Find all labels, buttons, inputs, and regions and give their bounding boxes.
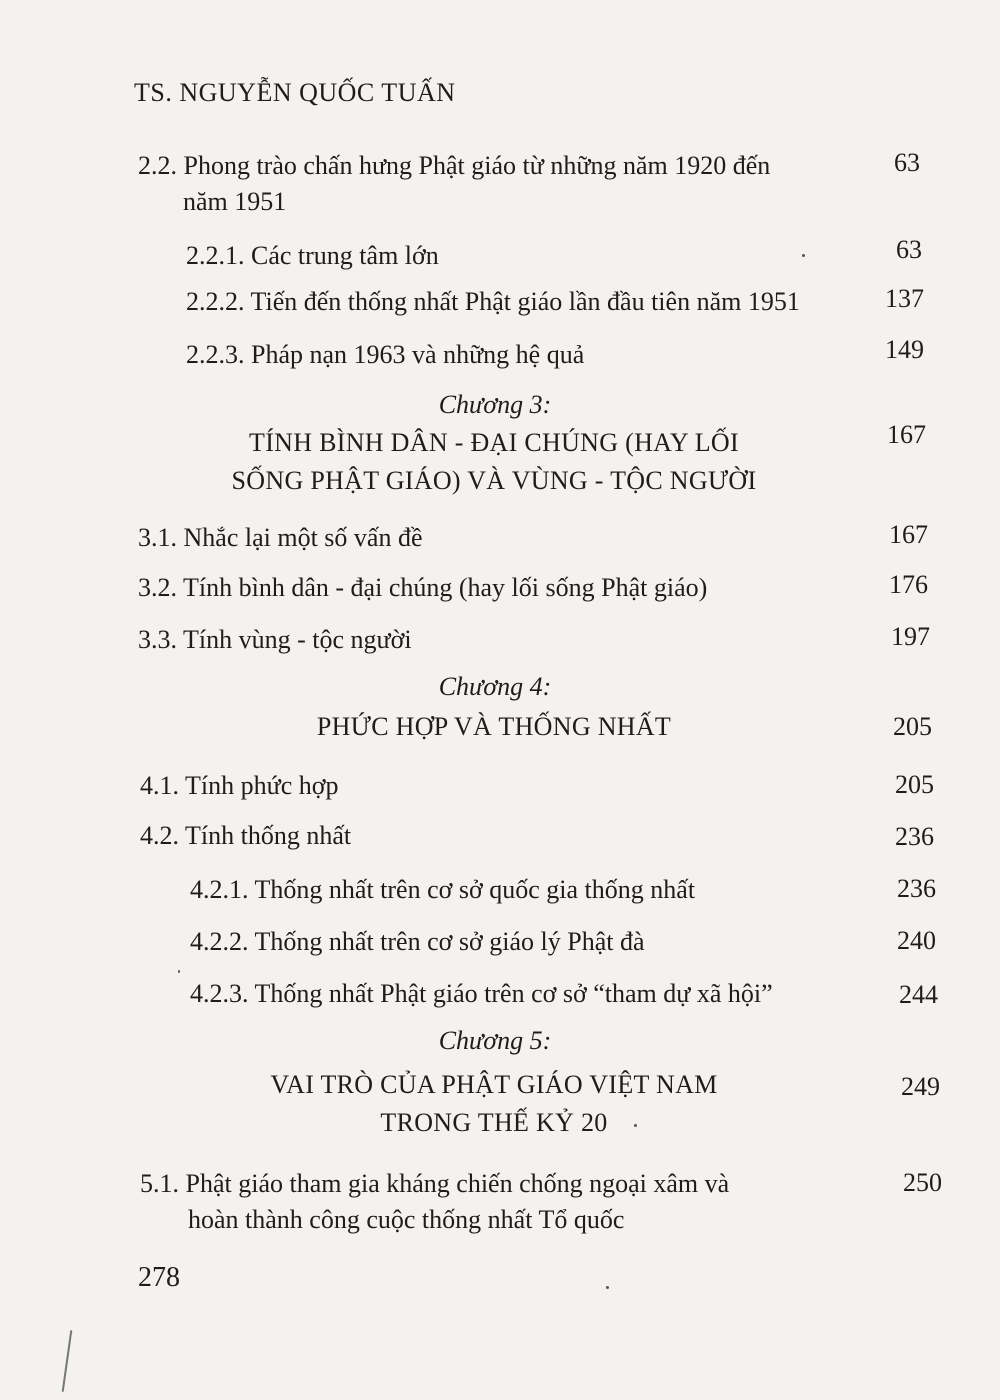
toc-entry-2-2 [138,148,858,220]
chapter-5-label: Chương 5: [438,1026,552,1055]
toc-page-number: 236 [895,822,934,851]
scan-speck [634,1124,637,1127]
toc-entry-label: 4.2.1. Thống nhất trên cơ sở quốc gia thống nhất [190,875,696,904]
toc-entry-label: 4.1. Tính phức hợp [140,771,339,800]
page-number: 278 [138,1262,180,1293]
chapter-5-title-line-2: TRONG THẾ KỶ 20 [380,1108,608,1137]
toc-entry-2-2-3 [186,337,786,373]
toc-entry-label: 3.3. Tính vùng - tộc người [138,625,412,654]
toc-page-number: 63 [894,148,920,177]
toc-entry-label: 3.2. Tính bình dân - đại chúng (hay lối sống Phật giáo) [138,573,708,602]
scan-speck [178,970,180,973]
toc-page-number: 244 [899,980,938,1009]
toc-entry-3-2 [138,570,838,606]
toc-entry-4-2 [140,818,740,854]
toc-entry-4-2-1 [190,872,850,908]
toc-entry-4-2-3 [190,976,870,1012]
toc-entry-label: 4.2. Tính thống nhất [140,821,352,850]
toc-entry-label-continued: hoàn thành công cuộc thống nhất Tổ quốc [188,1205,625,1234]
chapter-3-title-line-2: SỐNG PHẬT GIÁO) VÀ VÙNG - TỘC NGƯỜI [231,466,757,495]
toc-page-number: 197 [891,622,930,651]
chapter-3-label: Chương 3: [438,390,552,419]
toc-page-number: 176 [889,570,928,599]
toc-entry-label: 2.2.2. Tiến đến thống nhất Phật giáo lần đầu tiên năm 1951 [186,287,800,316]
running-header-author: TS. NGUYỄN QUỐC TUẤN [134,78,456,107]
toc-entry-4-2-2 [190,924,850,960]
chapter-4-label: Chương 4: [438,672,552,701]
toc-entry-label: 4.2.3. Thống nhất Phật giáo trên cơ sở “tham dự xã hội” [190,979,773,1008]
toc-entry-3-1 [138,520,738,556]
toc-page-number: 149 [885,335,924,364]
toc-entry-label: 2.2.3. Pháp nạn 1963 và những hệ quả [186,340,585,369]
toc-entry-label-continued: năm 1951 [183,187,287,216]
toc-page-number: 167 [887,420,926,449]
toc-page-number: 205 [893,712,932,741]
toc-page-number: 63 [896,235,922,264]
toc-entry-label: 5.1. Phật giáo tham gia kháng chiến chống ngoại xâm và [140,1169,730,1198]
chapter-5-title-line-1: VAI TRÒ CỦA PHẬT GIÁO VIỆT NAM [270,1070,718,1099]
toc-entry-label: 4.2.2. Thống nhất trên cơ sở giáo lý Phật đà [190,927,645,956]
toc-page-number: 205 [895,770,934,799]
scan-scratch [62,1330,73,1392]
toc-entry-label: 3.1. Nhắc lại một số vấn đề [138,523,423,552]
chapter-4-title: PHỨC HỢP VÀ THỐNG NHẤT [316,712,672,741]
toc-page-number: 236 [897,874,936,903]
toc-entry-label: 2.2.1. Các trung tâm lớn [186,241,439,270]
toc-page-number: 249 [901,1072,940,1101]
toc-entry-label: 2.2. Phong trào chấn hưng Phật giáo từ những năm 1920 đến [138,151,771,180]
toc-entry-2-2-1 [186,238,786,274]
toc-entry-3-3 [138,622,738,658]
toc-page-number: 250 [903,1168,942,1197]
toc-page-number: 137 [885,284,924,313]
scan-speck [802,254,805,257]
toc-entry-5-1 [140,1166,880,1238]
toc-page-number: 167 [889,520,928,549]
toc-entry-4-1 [140,768,740,804]
toc-entry-2-2-2 [186,284,866,320]
toc-page-number: 240 [897,926,936,955]
scan-speck [606,1286,609,1289]
chapter-3-title-line-1: TÍNH BÌNH DÂN - ĐẠI CHÚNG (HAY LỐI [249,428,739,457]
